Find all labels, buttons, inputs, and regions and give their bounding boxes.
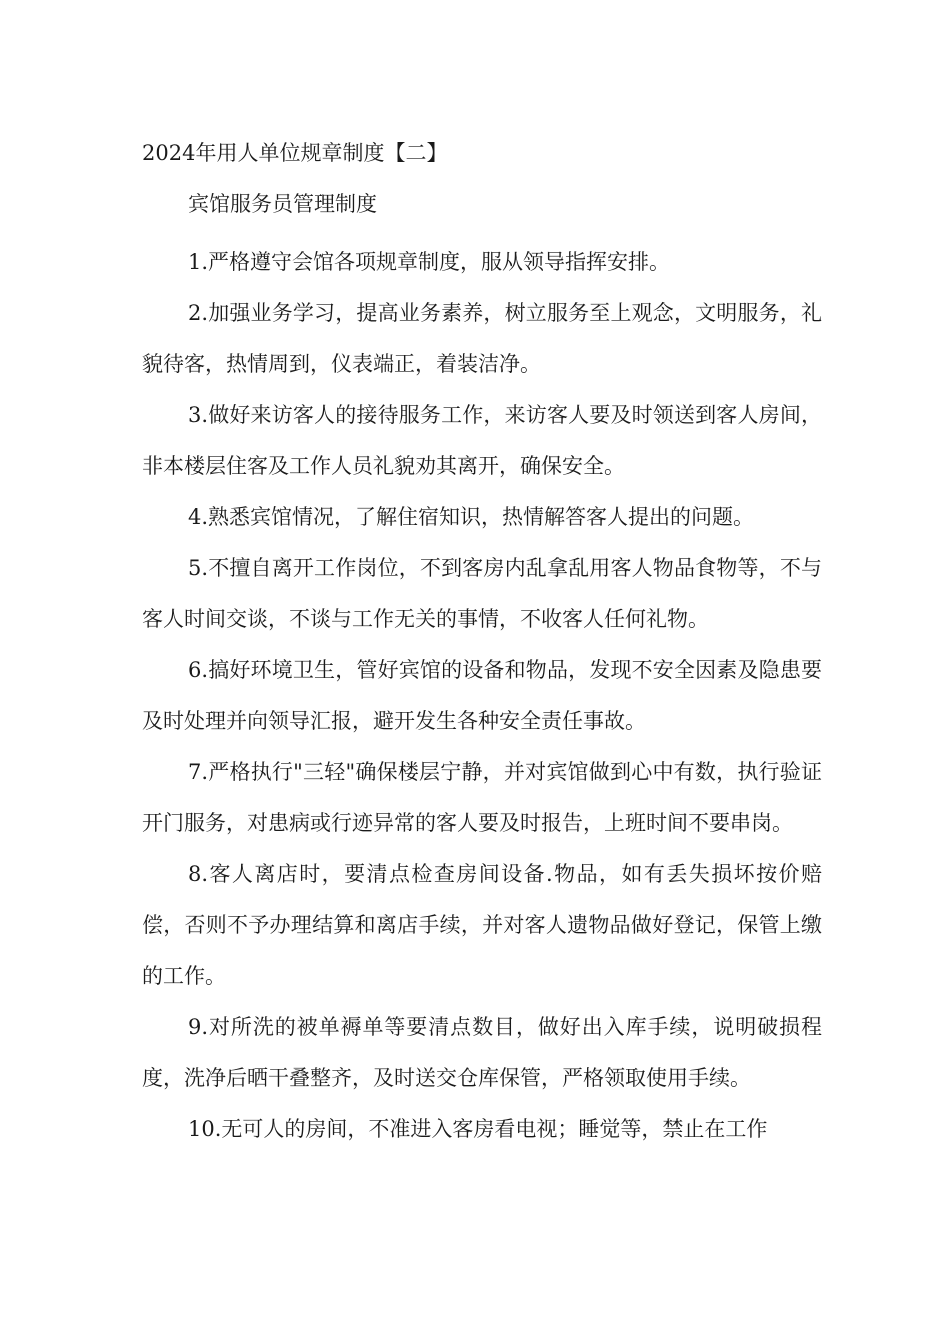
document-title: 2024年用人单位规章制度【二】: [142, 141, 448, 165]
rule-item-9: 9.对所洗的被单褥单等要清点数目，做好出入库手续，说明破损程度，洗净后晒干叠整齐，及时送交仓库保管，严格领取使用手续。: [142, 1015, 822, 1090]
rule-item-2: 2.加强业务学习，提高业务素养，树立服务至上观念，文明服务，礼貌待客，热情周到，仪表端正，着装洁净。: [142, 301, 822, 376]
rule-item-6: 6.搞好环境卫生，管好宾馆的设备和物品，发现不安全因素及隐患要及时处理并向领导汇报，避开发生各种安全责任事故。: [142, 658, 822, 733]
section-heading: 宾馆服务员管理制度: [188, 192, 377, 216]
rule-item-1: 1.严格遵守会馆各项规章制度，服从领导指挥安排。: [188, 250, 671, 274]
document-page: [142, 135, 822, 1155]
rule-item-10: 10.无可人的房间，不准进入客房看电视；睡觉等，禁止在工作: [188, 1117, 768, 1141]
rule-item-8: 8.客人离店时，要清点检查房间设备.物品，如有丢失损坏按价赔偿，否则不予办理结算和离店手续，并对客人遗物品做好登记，保管上缴的工作。: [142, 862, 822, 988]
rule-item-3: 3.做好来访客人的接待服务工作，来访客人要及时领送到客人房间，非本楼层住客及工作人员礼貌劝其离开，确保安全。: [142, 403, 822, 478]
rule-item-7: 7.严格执行"三轻"确保楼层宁静，并对宾馆做到心中有数，执行验证开门服务，对患病或行迹异常的客人要及时报告，上班时间不要串岗。: [142, 760, 822, 835]
rule-item-5: 5.不擅自离开工作岗位，不到客房内乱拿乱用客人物品食物等，不与客人时间交谈，不谈与工作无关的事情，不收客人任何礼物。: [142, 556, 822, 631]
rule-item-4: 4.熟悉宾馆情况，了解住宿知识，热情解答客人提出的问题。: [188, 505, 755, 529]
